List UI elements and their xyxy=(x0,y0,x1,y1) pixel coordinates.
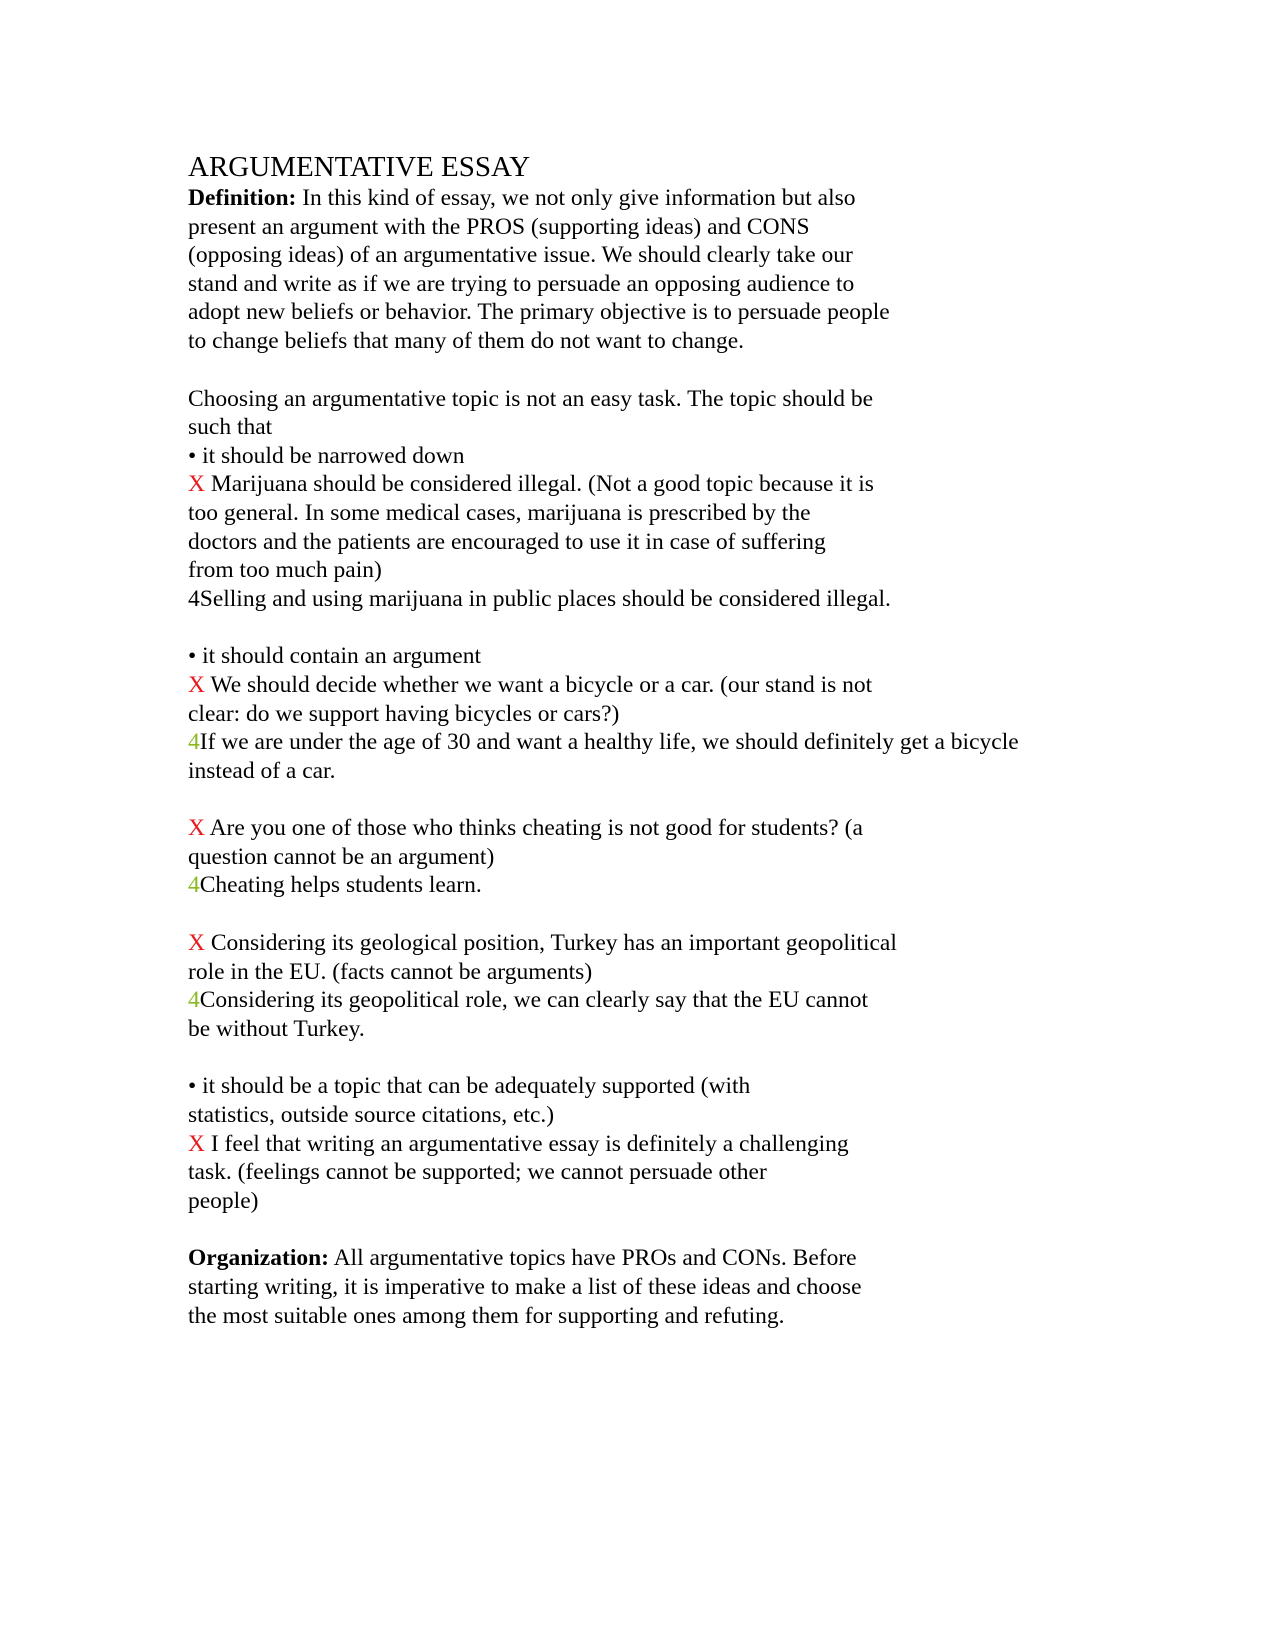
bad-example-line xyxy=(188,1130,1088,1159)
x-mark-icon: X xyxy=(188,671,205,698)
paragraph-gap xyxy=(188,356,1088,385)
x-mark-icon: X xyxy=(188,815,205,842)
paragraph-gap xyxy=(188,1215,1088,1244)
x-mark-icon: X xyxy=(188,471,205,498)
bad-example-line: doctors and the patients are encouraged to use it in case of suffering xyxy=(188,528,826,555)
organization-line: the most suitable ones among them for supporting and refuting. xyxy=(188,1302,785,1329)
bad-example-line xyxy=(188,671,1088,700)
paragraph-gap xyxy=(188,1043,1088,1072)
document-title: ARGUMENTATIVE ESSAY xyxy=(188,151,531,183)
choosing-line: such that xyxy=(188,414,273,441)
good-example-line: instead of a car. xyxy=(188,757,336,784)
definition-label: Definition: xyxy=(188,185,297,211)
definition-line xyxy=(188,184,1088,213)
good-example-text: Cheating helps students learn. xyxy=(199,872,482,899)
good-example-text: Considering its geopolitical role, we can clearly say that the EU cannot xyxy=(199,987,868,1014)
bad-example-line: question cannot be an argument) xyxy=(188,843,495,870)
x-mark-icon: X xyxy=(188,1130,205,1157)
bad-example-line: task. (feelings cannot be supported; we cannot persuade other xyxy=(188,1159,767,1186)
criterion-bullet: • it should be narrowed down xyxy=(188,442,465,469)
choosing-line: Choosing an argumentative topic is not an easy task. The topic should be xyxy=(188,385,874,412)
bad-example-line: from too much pain) xyxy=(188,557,382,584)
bad-example-text: We should decide whether we want a bicycle or a car. (our stand is not xyxy=(204,671,873,698)
bad-example-line: clear: do we support having bicycles or cars?) xyxy=(188,700,620,727)
good-example-line: be without Turkey. xyxy=(188,1015,365,1042)
definition-line: to change beliefs that many of them do not want to change. xyxy=(188,327,745,354)
bad-example-text: Are you one of those who thinks cheating is not good for students? (a xyxy=(204,815,863,842)
check-mark-icon: 4 xyxy=(188,585,200,612)
definition-line: stand and write as if we are trying to persuade an opposing audience to xyxy=(188,270,855,297)
definition-line: present an argument with the PROS (supporting ideas) and CONS xyxy=(188,213,810,240)
paragraph-gap xyxy=(188,785,1088,814)
paragraph-gap xyxy=(188,613,1088,642)
good-example-line xyxy=(188,728,1088,757)
bad-example-line xyxy=(188,929,1088,958)
organization-line: starting writing, it is imperative to make a list of these ideas and choose xyxy=(188,1274,862,1300)
definition-line: adopt new beliefs or behavior. The primary objective is to persuade people xyxy=(188,299,890,326)
bad-example-text: Marijuana should be considered illegal. (Not a good topic because it is xyxy=(204,471,874,498)
check-mark-icon: 4 xyxy=(188,987,200,1014)
x-mark-icon: X xyxy=(188,930,205,957)
good-example-text: Selling and using marijuana in public places should be considered illegal. xyxy=(199,585,891,612)
paragraph-gap xyxy=(188,900,1088,929)
document-page xyxy=(188,150,1088,1330)
organization-text: All argumentative topics have PROs and CONs. Before xyxy=(329,1245,857,1272)
check-mark-icon: 4 xyxy=(188,872,200,899)
bad-example-line xyxy=(188,470,1088,499)
definition-text: In this kind of essay, we not only give information but also xyxy=(296,185,856,211)
good-example-line xyxy=(188,986,1088,1015)
criterion-bullet: statistics, outside source citations, etc.) xyxy=(188,1102,555,1129)
bad-example-line: too general. In some medical cases, marijuana is prescribed by the xyxy=(188,499,811,526)
criterion-bullet: • it should be a topic that can be adequately supported (with xyxy=(188,1073,751,1100)
bad-example-text: I feel that writing an argumentative essay is definitely a challenging xyxy=(204,1130,849,1157)
definition-line: (opposing ideas) of an argumentative issue. We should clearly take our xyxy=(188,242,853,269)
bad-example-line xyxy=(188,814,1088,843)
bad-example-line: people) xyxy=(188,1187,259,1214)
good-example-text: If we are under the age of 30 and want a healthy life, we should definitely get a bicycle xyxy=(199,729,1019,756)
good-example-line xyxy=(188,585,1088,614)
check-mark-icon: 4 xyxy=(188,729,200,756)
good-example-line xyxy=(188,871,1088,900)
organization-line xyxy=(188,1244,1088,1273)
bad-example-line: role in the EU. (facts cannot be arguments) xyxy=(188,958,593,985)
bad-example-text: Considering its geological position, Turkey has an important geopolitical xyxy=(204,930,897,957)
organization-label: Organization: xyxy=(188,1245,329,1272)
criterion-bullet: • it should contain an argument xyxy=(188,643,482,670)
